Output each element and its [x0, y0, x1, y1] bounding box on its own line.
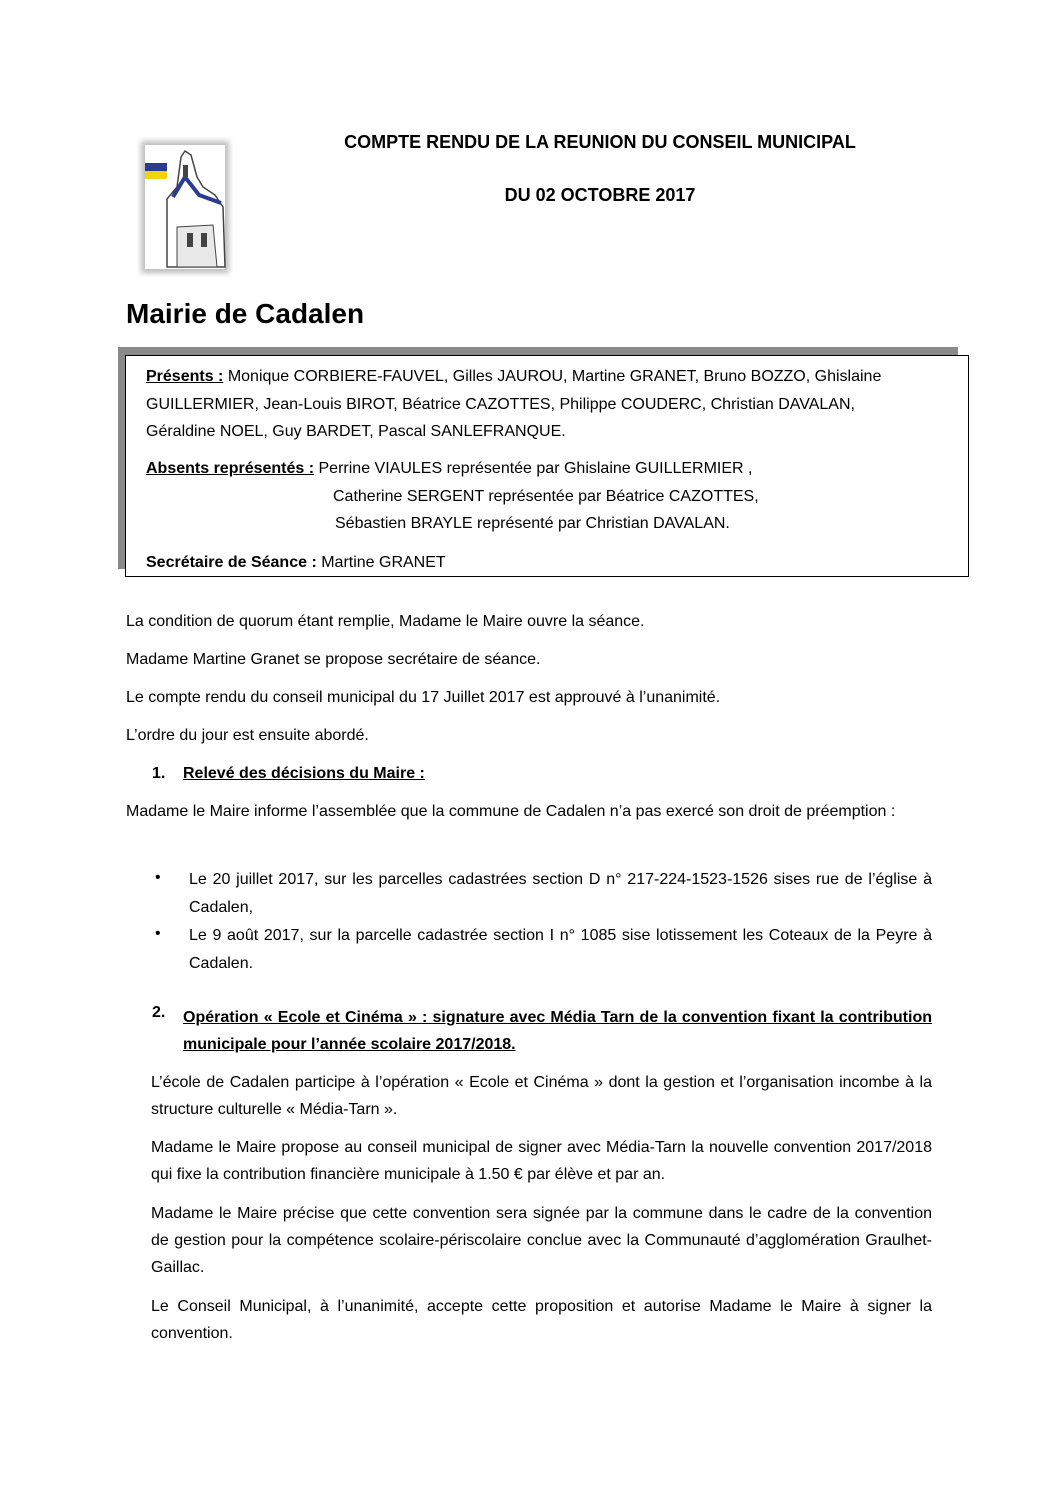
- section-1-title: Relevé des décisions du Maire :: [183, 765, 425, 782]
- section-2-paragraph-1: L’école de Cadalen participe à l’opération « Ecole et Cinéma » dont la gestion et l’organisation incombe à la structure culturelle « Média-Tarn ».: [151, 1074, 932, 1118]
- intro-paragraph-4: L’ordre du jour est ensuite abordé.: [126, 727, 369, 744]
- secretary-label: Secrétaire de Séance :: [146, 554, 317, 571]
- mairie-heading: Mairie de Cadalen: [126, 298, 365, 329]
- presents-line-2: GUILLERMIER, Jean-Louis BIROT, Béatrice CAZOTTES, Philippe COUDERC, Christian DAVALAN,: [146, 396, 855, 413]
- attendance-box: [125, 355, 969, 577]
- section-1-paragraph: Madame le Maire informe l’assemblée que la commune de Cadalen n’a pas exercé son droit de préemption :: [126, 803, 896, 820]
- absents-line-3: Sébastien BRAYLE représenté par Christian DAVALAN.: [335, 515, 730, 532]
- bullet-item-2: Le 9 août 2017, sur la parcelle cadastrée section I n° 1085 sise lotissement les Coteaux de la Peyre à Cadalen.: [189, 927, 932, 972]
- section-2-heading: [152, 1004, 932, 1058]
- absents-line-1: Absents représentés : Perrine VIAULES représentée par Ghislaine GUILLERMIER ,: [146, 460, 753, 477]
- intro-paragraph-2: Madame Martine Granet se propose secrétaire de séance.: [126, 651, 541, 668]
- section-2-paragraph-2: Madame le Maire propose au conseil municipal de signer avec Média-Tarn la nouvelle convention 2017/2018 qui fixe la contribution financière municipale à 1.50 € par élève et par an.: [151, 1139, 932, 1183]
- presents-label: Présents :: [146, 368, 224, 385]
- section-2-title: Opération « Ecole et Cinéma » : signature avec Média Tarn de la convention fixant la contribution municipale pour l’année scolaire 2017/2018.: [183, 1009, 932, 1053]
- document-title: COMPTE RENDU DE LA REUNION DU CONSEIL MUNICIPAL: [344, 132, 856, 152]
- absents-label: Absents représentés :: [146, 460, 315, 477]
- presents-line-1: Présents : Monique CORBIERE-FAUVEL, Gilles JAUROU, Martine GRANET, Bruno BOZZO, Ghislaine: [146, 368, 882, 385]
- section-2-paragraph-4: Le Conseil Municipal, à l’unanimité, accepte cette proposition et autorise Madame le Maire à signer la convention.: [151, 1298, 932, 1342]
- secretary-line: Secrétaire de Séance : Martine GRANET: [146, 554, 446, 571]
- intro-paragraph-1: La condition de quorum étant remplie, Madame le Maire ouvre la séance.: [126, 613, 645, 630]
- intro-paragraph-3: Le compte rendu du conseil municipal du 17 Juillet 2017 est approuvé à l’unanimité.: [126, 689, 721, 706]
- absents-line-2: Catherine SERGENT représentée par Béatrice CAZOTTES,: [333, 488, 759, 505]
- section-1-number: 1.: [152, 765, 166, 782]
- bullet-item-1: Le 20 juillet 2017, sur les parcelles cadastrées section D n° 217-224-1523-1526 sises rue de l’église à Cadalen,: [189, 871, 932, 916]
- section-1-heading: [152, 765, 932, 783]
- bullet-icon: •: [155, 925, 161, 942]
- document-date: DU 02 OCTOBRE 2017: [504, 185, 696, 205]
- church-logo: [137, 137, 233, 277]
- section-2-number: 2.: [152, 1004, 166, 1021]
- section-2-paragraph-3: Madame le Maire précise que cette convention sera signée par la commune dans le cadre de la convention de gestion pour la compétence scolaire-périscolaire conclue avec la Communauté d’agglomération Graulhet-Gaillac.: [151, 1205, 932, 1276]
- presents-line-3: Géraldine NOEL, Guy BARDET, Pascal SANLEFRANQUE.: [146, 423, 566, 440]
- bullet-icon: •: [155, 869, 161, 886]
